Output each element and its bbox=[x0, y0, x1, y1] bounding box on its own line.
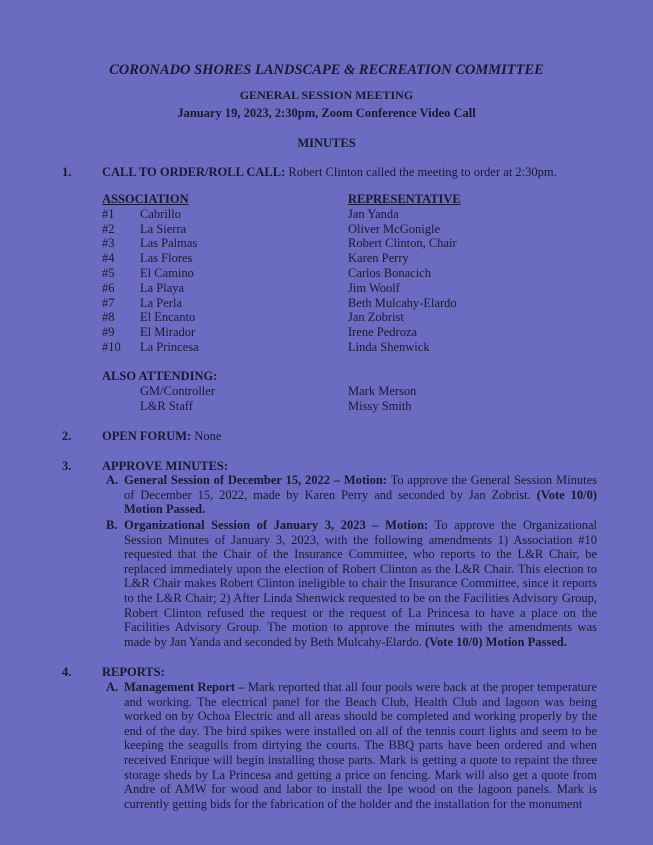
section-3-item-b bbox=[102, 518, 597, 649]
representative-name: Karen Perry bbox=[348, 251, 409, 266]
association-name: La Perla bbox=[140, 295, 182, 310]
attendee-row bbox=[102, 384, 502, 399]
item-vote: (Vote 10/0) Motion Passed. bbox=[424, 634, 567, 649]
association-name: El Encanto bbox=[140, 310, 196, 325]
association-number: #9 bbox=[102, 325, 115, 340]
section-2-heading: OPEN FORUM: bbox=[102, 429, 192, 443]
also-attending bbox=[102, 369, 502, 414]
section-4-number: 4. bbox=[62, 665, 72, 679]
association-name: La Playa bbox=[140, 280, 185, 295]
association-number: #5 bbox=[102, 265, 115, 280]
association-name: El Camino bbox=[140, 265, 194, 280]
representative-name: Beth Mulcahy-Elardo bbox=[348, 295, 457, 310]
attendee-name: Missy Smith bbox=[348, 399, 412, 413]
item-title: General Session of December 15, 2022 – Motion: bbox=[124, 473, 387, 487]
section-4-heading: REPORTS: bbox=[102, 665, 165, 679]
item-title: Organizational Session of January 3, 2023 – Motion: bbox=[124, 518, 429, 532]
attendee-role: GM/Controller bbox=[140, 384, 215, 398]
roster-header bbox=[102, 192, 502, 207]
association-number: #7 bbox=[102, 295, 115, 310]
association-name: Las Palmas bbox=[140, 236, 198, 251]
attendee-role: L&R Staff bbox=[140, 399, 193, 413]
representative-column-header: REPRESENTATIVE bbox=[348, 192, 461, 206]
item-text: Mark reported that all four pools were back at the proper temperature and working. The electrical panel for the Beach Club, Health Club and lagoon was being worked on by Ochoa Electric and all areas should be completed and working properly by the end of the day. The bird spikes were installed on all of the tennis court lights and seem to be keeping the seagulls from dirtying the courts. The BBQ parts have been ordered and when received Enrique will begin installing those parts. Mark is getting a quote to repaint the three storage sheds by La Princesa and getting a price on fencing. Mark will also get a quote from Andre of AMW for wood and labor to install the Ipe wood on the lagoon panels. Mark is currently getting bids for the fabrication of the holder and the installation for the monument bbox=[124, 680, 597, 811]
item-letter: A. bbox=[106, 680, 119, 694]
roster-row bbox=[102, 296, 502, 311]
representative-name: Robert Clinton, Chair bbox=[348, 236, 457, 251]
section-1 bbox=[102, 165, 557, 180]
minutes-heading: MINUTES bbox=[297, 136, 356, 150]
representative-name: Carlos Bonacich bbox=[348, 265, 431, 280]
item-vote: (Vote 10/0) Motion Passed. bbox=[124, 487, 598, 517]
meeting-date-line: January 19, 2023, 2:30pm, Zoom Conference Video Call bbox=[177, 106, 476, 120]
section-2-text: None bbox=[194, 429, 222, 443]
association-number: #6 bbox=[102, 280, 115, 295]
association-name: El Mirador bbox=[140, 325, 196, 340]
representative-name: Irene Pedroza bbox=[348, 325, 418, 340]
section-3-item-a bbox=[102, 473, 597, 517]
association-name: Cabrillo bbox=[140, 206, 181, 221]
section-1-text: Robert Clinton called the meeting to order at 2:30pm. bbox=[288, 165, 557, 179]
roster-row bbox=[102, 281, 502, 296]
association-name: La Princesa bbox=[140, 339, 199, 354]
roster-row bbox=[102, 310, 502, 325]
association-number: #3 bbox=[102, 236, 115, 251]
association-number: #4 bbox=[102, 251, 115, 266]
document-subtitle: GENERAL SESSION MEETING bbox=[239, 88, 414, 102]
association-number: #10 bbox=[102, 339, 121, 354]
association-column-header: ASSOCIATION bbox=[102, 192, 189, 206]
roster-row bbox=[102, 251, 502, 266]
roster-row bbox=[102, 222, 502, 237]
association-name: Las Flores bbox=[140, 251, 193, 266]
section-4 bbox=[102, 665, 165, 680]
association-number: #2 bbox=[102, 221, 115, 236]
association-number: #8 bbox=[102, 310, 115, 325]
attendee-row bbox=[102, 399, 502, 414]
section-3 bbox=[102, 459, 228, 474]
roster-row bbox=[102, 236, 502, 251]
section-1-number: 1. bbox=[62, 165, 72, 179]
section-2 bbox=[102, 429, 221, 444]
section-4-item-a bbox=[102, 680, 597, 830]
representative-name: Jan Yanda bbox=[348, 206, 399, 221]
also-attending-label: ALSO ATTENDING: bbox=[102, 369, 218, 383]
item-text: To approve the General Session Minutes of December 15, 2022, made by Karen Perry and seconded by Jan Zobrist. bbox=[124, 473, 597, 502]
item-letter: A. bbox=[106, 473, 119, 487]
representative-name: Oliver McGonigle bbox=[348, 221, 440, 236]
association-name: La Sierra bbox=[140, 221, 187, 236]
section-3-heading: APPROVE MINUTES: bbox=[102, 459, 229, 473]
document-title: CORONADO SHORES LANDSCAPE & RECREATION COMMITTEE bbox=[109, 62, 544, 78]
roster-row bbox=[102, 325, 502, 340]
section-2-number: 2. bbox=[62, 429, 72, 443]
roster-row bbox=[102, 207, 502, 222]
item-title: Management Report – bbox=[124, 680, 245, 694]
representative-name: Linda Shenwick bbox=[348, 339, 430, 354]
section-3-number: 3. bbox=[62, 459, 72, 473]
roster-row bbox=[102, 266, 502, 281]
roster-row bbox=[102, 340, 502, 355]
representative-name: Jim Woolf bbox=[348, 280, 400, 295]
section-1-heading: CALL TO ORDER/ROLL CALL: bbox=[102, 165, 286, 179]
representative-name: Jan Zobrist bbox=[348, 310, 404, 325]
attendance-roster bbox=[102, 192, 502, 355]
association-number: #1 bbox=[102, 206, 115, 221]
attendee-name: Mark Merson bbox=[348, 384, 417, 398]
item-letter: B. bbox=[106, 518, 118, 532]
item-text: To approve the Organizational Session Minutes of January 3, 2023, with the following amendments 1) Association #10 requested that the Chair of the Insurance Committee, who reports to the L&R Chair, be replaced immediately upon the election of Robert Clinton as the L&R Chair. This election to L&R Chair makes Robert Clinton ineligible to chair the Insurance Committee, since it reports to the L&R Chair; 2) After Linda Shenwick requested to be on the Facilities Advisory Group, Robert Clinton refused the request or the request of La Princesa to have a place on the Facilities Advisory Group. The motion to approve the minutes with the amendments was made by Jan Yanda and seconded by Beth Mulcahy-Elardo. bbox=[124, 518, 598, 649]
